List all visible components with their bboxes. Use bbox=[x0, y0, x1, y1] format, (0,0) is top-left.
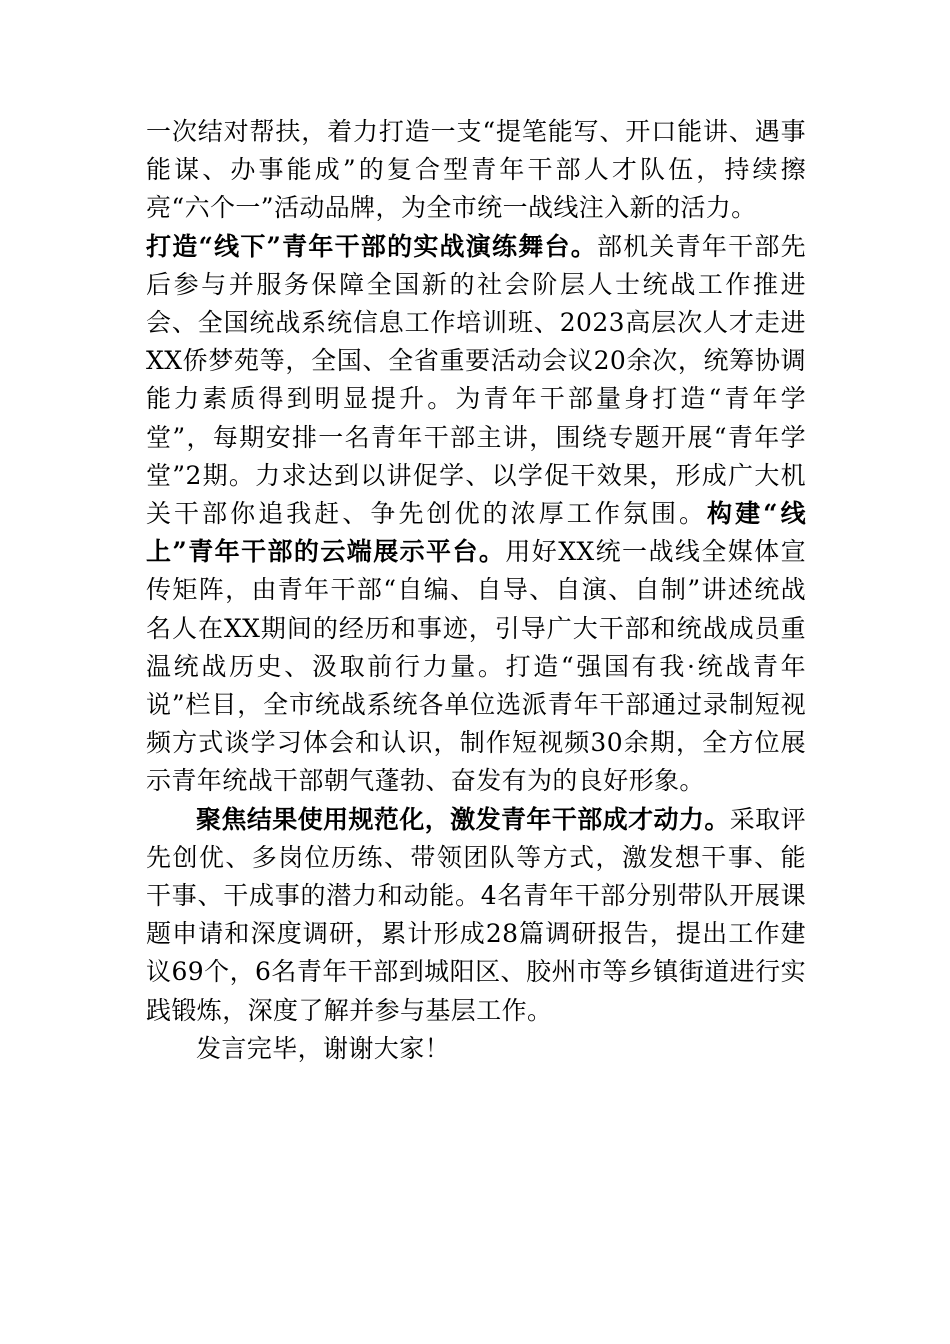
closing-remark: 发言完毕，谢谢大家！ bbox=[196, 1033, 451, 1063]
paragraph-text: 采取评先创优、多岗位历练、带领团队等方式，激发想干事、能干事、干成事的潜力和动能。4名青年干部分别带队开展课题申请和深度调研，累计形成28篇调研报告，提出工作建议69个，6名青年干部到城阳区、胶州市等乡镇街道进行实践锻炼，深度了解并参与基层工作。 bbox=[146, 804, 806, 1025]
heading-results-usage: 聚焦结果使用规范化，激发青年干部成才动力。 bbox=[196, 804, 730, 834]
paragraph-offline-online-platform bbox=[146, 228, 806, 801]
paragraph-intro-continuation bbox=[146, 113, 806, 228]
paragraph-text: 一次结对帮扶，着力打造一支“提笔能写、开口能讲、遇事能谋、办事能成”的复合型青年干部人才队伍，持续擦亮“六个一”活动品牌，为全市统一战线注入新的活力。 bbox=[146, 117, 806, 223]
paragraph-results-usage bbox=[146, 801, 806, 1030]
paragraph-closing bbox=[146, 1030, 806, 1068]
document-body bbox=[146, 113, 806, 1068]
heading-online-platform: 构建“线上”青年干部的云端展示平台。 bbox=[146, 499, 806, 567]
paragraph-text: 用好XX统一战线全媒体宣传矩阵，由青年干部“自编、自导、自演、自制”讲述统战名人在XX期间的经历和事迹，引导广大干部和统战成员重温统战历史、汲取前行力量。打造“强国有我·统战青年说”栏目，全市统战系统各单位选派青年干部通过录制短视频方式谈学习体会和认识，制作短视频30余期，全方位展示青年统战干部朝气蓬勃、奋发有为的良好形象。 bbox=[146, 537, 806, 796]
paragraph-text: 部机关青年干部先后参与并服务保障全国新的社会阶层人士统战工作推进会、全国统战系统信息工作培训班、2023高层次人才走进XX侨梦苑等，全国、全省重要活动会议20余次，统筹协调能力素质得到明显提升。为青年干部量身打造“青年学堂”，每期安排一名青年干部主讲，围绕专题开展“青年学堂”2期。力求达到以讲促学、以学促干效果，形成广大机关干部你追我赶、争先创优的浓厚工作氛围。 bbox=[146, 231, 807, 529]
heading-offline-stage: 打造“线下”青年干部的实战演练舞台。 bbox=[146, 231, 597, 261]
